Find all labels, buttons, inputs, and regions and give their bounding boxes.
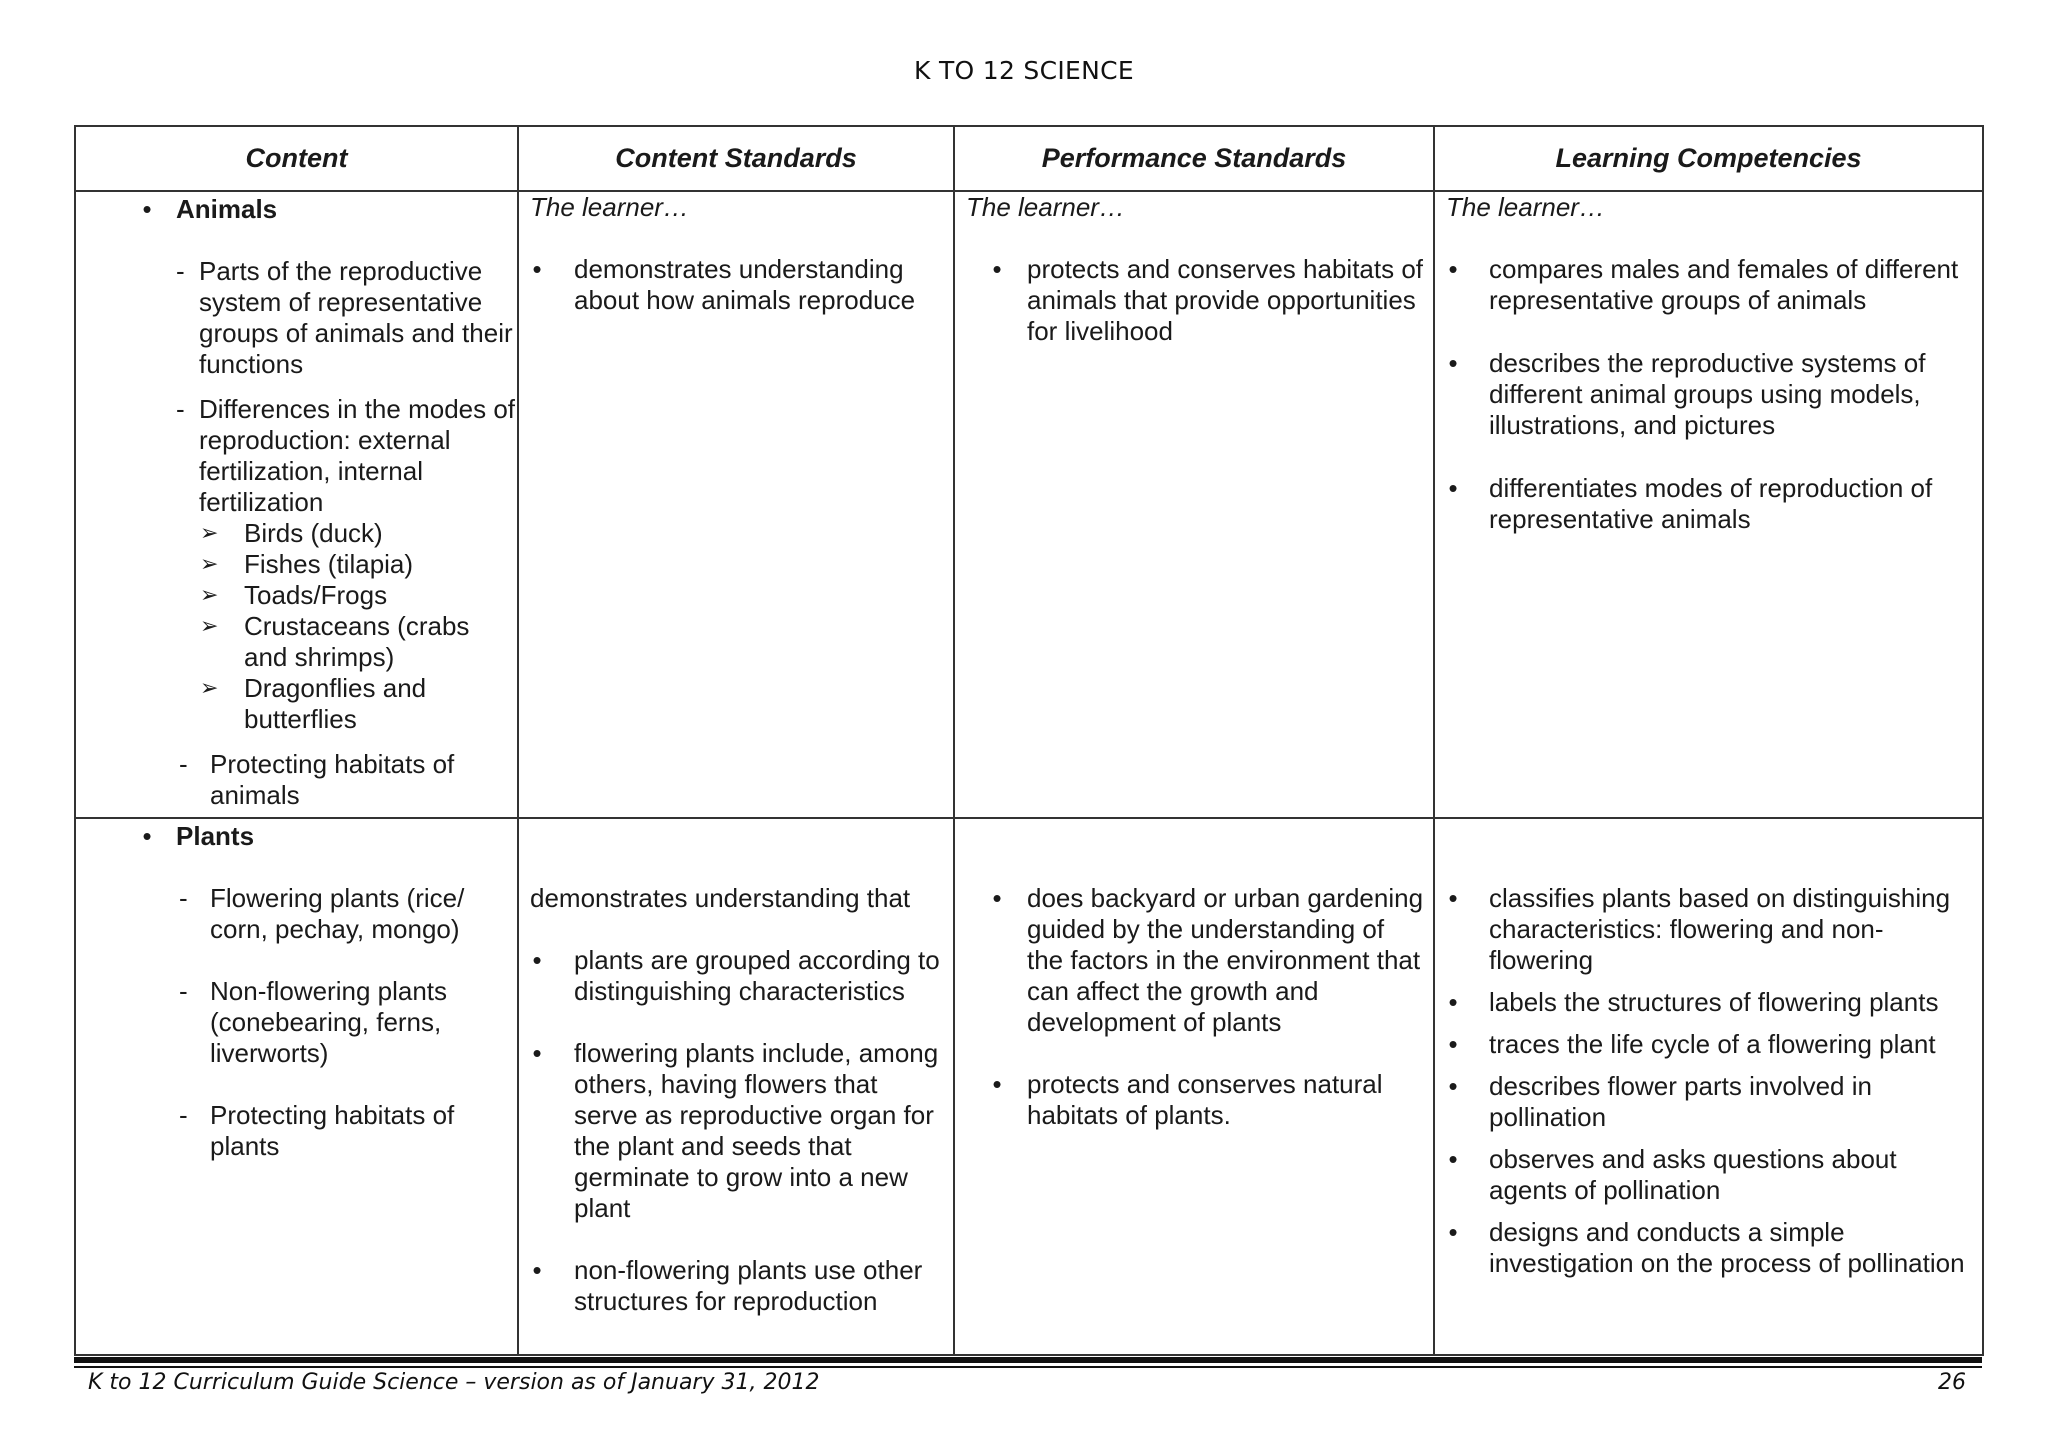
dash-icon: - bbox=[176, 256, 185, 286]
bullet-icon: • bbox=[142, 821, 152, 851]
bullet-icon: • bbox=[1448, 348, 1458, 378]
list-item: • describes the reproductive systems of different animal groups using models, illustrations, and pictures bbox=[1446, 348, 1974, 441]
table-header-row bbox=[75, 126, 1983, 191]
arrow-bullet-icon: ➢ bbox=[200, 521, 219, 546]
list-item: • labels the structures of flowering plants bbox=[1446, 987, 1974, 1018]
bullet-icon: • bbox=[1448, 883, 1458, 913]
bullet-icon: • bbox=[1448, 254, 1458, 284]
bullet-icon: • bbox=[1448, 473, 1458, 503]
table-row-plants bbox=[75, 818, 1983, 1355]
footer-rule-thin bbox=[74, 1366, 1982, 1368]
bullet-icon: • bbox=[1448, 987, 1458, 1017]
bullet-icon: • bbox=[992, 254, 1002, 284]
list-item: • compares males and females of different representative groups of animals bbox=[1446, 254, 1974, 316]
list-item: • traces the life cycle of a flowering plant bbox=[1446, 1029, 1974, 1060]
arrow-bullet-icon: ➢ bbox=[200, 552, 219, 577]
bullet-icon: • bbox=[1448, 1144, 1458, 1174]
cell-performance-standards-animals bbox=[954, 191, 1434, 818]
list-item: ➢ Toads/Frogs bbox=[200, 580, 388, 610]
bullet-icon: • bbox=[1448, 1071, 1458, 1101]
cell-content-animals bbox=[75, 191, 518, 818]
bullet-icon: • bbox=[532, 1038, 542, 1068]
list-item: • differentiates modes of reproduction of representative animals bbox=[1446, 473, 1974, 535]
list-item: • designs and conducts a simple investigation on the process of pollination bbox=[1446, 1217, 1974, 1279]
learner-label: The learner… bbox=[1446, 192, 1605, 222]
list-item: • plants are grouped according to distinguishing characteristics bbox=[530, 945, 945, 1007]
content-item: - Non-flowering plants (conebearing, ferns, liverworts) bbox=[179, 976, 448, 1068]
learner-label: The learner… bbox=[530, 192, 689, 222]
bullet-icon: • bbox=[1448, 1029, 1458, 1059]
arrow-bullet-icon: ➢ bbox=[200, 676, 219, 701]
column-header-content: Content bbox=[75, 126, 518, 191]
list-item: • describes flower parts involved in pollination bbox=[1446, 1071, 1974, 1133]
footer-version-text: K to 12 Curriculum Guide Science – version as of January 31, 2012 bbox=[88, 1370, 820, 1395]
list-item: ➢ Fishes (tilapia) bbox=[200, 549, 414, 579]
list-item: • demonstrates understanding about how animals reproduce bbox=[530, 254, 945, 316]
curriculum-table bbox=[74, 125, 1984, 1356]
section-heading-animals: • Animals bbox=[76, 194, 517, 225]
section-heading-plants: • Plants bbox=[76, 821, 517, 852]
standards-intro: demonstrates understanding that bbox=[530, 883, 911, 913]
arrow-bullet-icon: ➢ bbox=[200, 614, 219, 639]
list-item: ➢ Dragonflies and butterflies bbox=[200, 673, 427, 734]
list-item: • flowering plants include, among others, having flowers that serve as reproductive organ for the plant and seeds that germinate to grow into a new plant bbox=[530, 1038, 945, 1224]
footer-rule-thick bbox=[74, 1357, 1982, 1363]
bullet-icon: • bbox=[992, 883, 1002, 913]
dash-icon: - bbox=[179, 1100, 188, 1130]
list-item: • protects and conserves habitats of animals that provide opportunities for livelihood bbox=[966, 254, 1425, 347]
bullet-icon: • bbox=[532, 945, 542, 975]
bullet-icon: • bbox=[1448, 1217, 1458, 1247]
list-item: ➢ Birds (duck) bbox=[200, 518, 383, 548]
content-item: - Protecting habitats of plants bbox=[179, 1100, 455, 1161]
content-item: - Flowering plants (rice/ corn, pechay, mongo) bbox=[179, 883, 465, 944]
cell-content-plants bbox=[75, 818, 518, 1355]
bullet-icon: • bbox=[532, 1255, 542, 1285]
cell-learning-competencies-animals bbox=[1434, 191, 1983, 818]
list-item: • non-flowering plants use other structures for reproduction bbox=[530, 1255, 945, 1317]
content-item: - Parts of the reproductive system of representative groups of animals and their functions bbox=[176, 256, 513, 379]
content-item: - Protecting habitats of animals bbox=[179, 749, 455, 810]
list-item: • classifies plants based on distinguishing characteristics: flowering and non-flowering bbox=[1446, 883, 1974, 976]
column-header-content-standards: Content Standards bbox=[518, 126, 954, 191]
list-item: • protects and conserves natural habitats of plants. bbox=[966, 1069, 1425, 1131]
bullet-icon: • bbox=[142, 194, 152, 224]
page-header: K TO 12 SCIENCE bbox=[914, 56, 1134, 85]
column-header-learning-competencies: Learning Competencies bbox=[1434, 126, 1983, 191]
learner-label: The learner… bbox=[966, 192, 1125, 222]
dash-icon: - bbox=[176, 394, 185, 424]
list-item: ➢ Crustaceans (crabs and shrimps) bbox=[200, 611, 470, 672]
dash-icon: - bbox=[179, 976, 188, 1006]
content-item: - Differences in the modes of reproduction: external fertilization, internal fertilization bbox=[176, 394, 516, 517]
bullet-icon: • bbox=[532, 254, 542, 284]
table-row-animals bbox=[75, 191, 1983, 818]
dash-icon: - bbox=[179, 883, 188, 913]
arrow-bullet-icon: ➢ bbox=[200, 583, 219, 608]
dash-icon: - bbox=[179, 749, 188, 779]
cell-content-standards-plants bbox=[518, 818, 954, 1355]
list-item: • does backyard or urban gardening guided by the understanding of the factors in the environment that can affect the growth and development of plants bbox=[966, 883, 1425, 1038]
page-number: 26 bbox=[1938, 1370, 1966, 1395]
cell-performance-standards-plants bbox=[954, 818, 1434, 1355]
column-header-performance-standards: Performance Standards bbox=[954, 126, 1434, 191]
cell-learning-competencies-plants bbox=[1434, 818, 1983, 1355]
list-item: • observes and asks questions about agents of pollination bbox=[1446, 1144, 1974, 1206]
cell-content-standards-animals bbox=[518, 191, 954, 818]
bullet-icon: • bbox=[992, 1069, 1002, 1099]
